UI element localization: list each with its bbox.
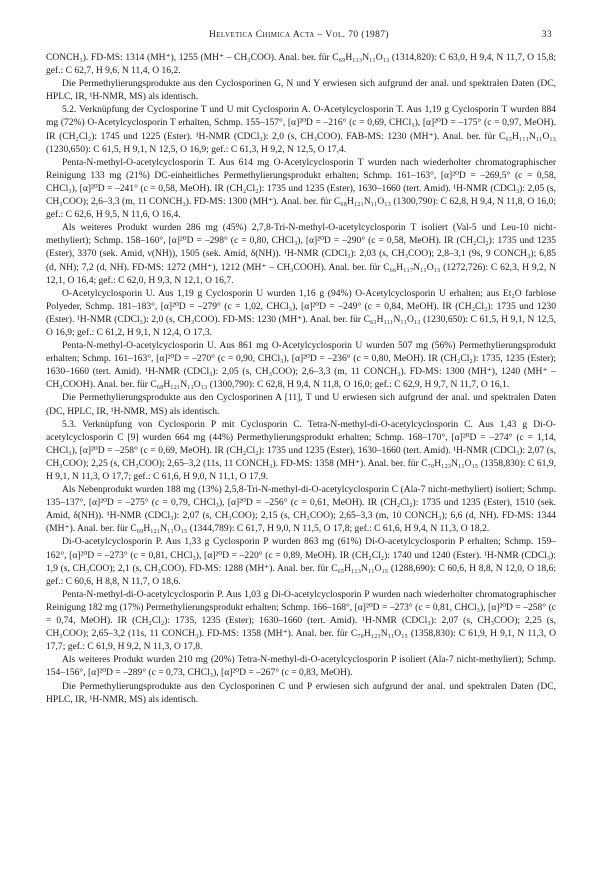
paragraph: Die Permethylierungsprodukte aus den Cyclosporinen C und P erwiesen sich aufgrund der anal. und spektralen Daten (DC, HPLC, IR, ¹H-NMR, MS) als identisch. <box>46 680 556 705</box>
paragraph: Penta-N-methyl-di-O-acetylcyclosporin P. Aus 1,03 g Di-O-acetylcyclosporin P wurden nach wiederholter chromatographischer Reinigung 182 mg (17%) Permethylierungsprodukt erhalten; Schmp. 166–168°, [α]²⁰D = –273° (c = 0,81, CHCl₃), [α]²⁰D = –258° (c = 0,74, MeOH). IR (CH₂Cl₂): 1735, 1235 (Ester); 1630–1660 (tert. Amid). ¹H-NMR (CDCl₃): 2,07 (s, CH₃COO); 2,25 (s, CH₃COO); 2,65–3,2 (11s, 11 CONCH₃). FD-MS: 1358 (MH⁺). Anal. ber. für C₇₀H₁₂₃N₁₁O₁₅ (1358,830): C 61,9, H 9,1, N 11,3, O 17,7; gef.: C 61,9, H 9,2, N 11,3, O 17,8. <box>46 588 556 653</box>
paragraph: Als weiteres Produkt wurden 210 mg (20%) Tetra-N-methyl-di-O-acetylcyclosporin P isoliert (Ala-7 nicht-methyliert); Schmp. 154–156°, [α]²⁰D = –289° (c = 0,73, CHCl₃), [α]²⁰D = –267° (c = 0,83, MeOH). <box>46 654 556 679</box>
paragraph: Die Permethylierungsprodukte aus den Cyclosporinen A [11], T und U erwiesen sich aufgrund der anal. und spektralen Daten (DC, HPLC, IR, ¹H-NMR, MS) als identisch. <box>46 392 556 417</box>
body-text <box>46 51 556 706</box>
paragraph: Di-O-acetylcyclosporin P. Aus 1,33 g Cyclosporin P wurden 863 mg (61%) Di-O-acetylcyclosporin P erhalten; Schmp. 159–162°, [α]²⁰D = –273° (c = 0,81, CHCl₃), [α]²⁰D = –220° (c = 0,89, MeOH). IR (CH₂Cl₂): 1740 und 1240 (Ester). ¹H-NMR (CDCl₃): 1,9 (s, CH₃COO); 2,1 (s, CH₃COO). FD-MS: 1288 (MH⁺). Anal. ber. für C₆₅H₁₁₃N₁₁O₁₅ (1288,690): C 60,6, H 8,8, N 12,0, O 18,6; gef.: C 60,6, H 8,8, N 11,7, O 18,6. <box>46 536 556 587</box>
paragraph: Als Nebenprodukt wurden 188 mg (13%) 2,5,8-Tri-N-methyl-di-O-acetylcyclosporin C (Ala-7 nicht-methyliert) isoliert; Schmp. 135–137°, [α]²⁰D = –275° (c = 0,79, CHCl₃), [α]²⁰D = –256° (c = 0,61, MeOH). IR (CH₂Cl₂): 1735 und 1235 (Ester), 1510 (sek. Amid, δ(NH)). ¹H-NMR (CDCl₃): 2,07 (s, CH₃COO); 2,15 (s, CH₃COO); 2,65–3,3 (m, 10 CONCH₃); 6,6 (d, NH). FD-MS: 1344 (MH⁺). Anal. ber. für C₆₉H₁₂₁N₁₁O₁₅ (1344,789): C 61,7, H 9,0, N 11,5, O 17,8; gef.: C 61,6, H 9,4, N 11,3, O 18,2. <box>46 484 556 535</box>
paragraph: Die Permethylierungsprodukte aus den Cyclosporinen G, N und Y erwiesen sich aufgrund der anal. und spektralen Daten (DC, HPLC, IR, ¹H-NMR, MS) als identisch. <box>46 78 556 103</box>
paragraph: Penta-N-methyl-O-acetylcyclosporin T. Aus 614 mg O-Acetylcyclosporin T wurden nach wiederholter chromatographischer Reinigung 133 mg (21%) DC-einheitliches Permethylierungsprodukt erhalten; Schmp. 161–163°, [α]²⁰D = –269,5° (c = 0,58, CHCl₃), [α]²⁰D = –241° (c = 0,58, MeOH). IR (CH₂Cl₂): 1735 und 1235 (Ester), 1630–1660 (tert. Amid). ¹H-NMR (CDCl₃): 2,05 (s, CH₃COO); 2,6–3,3 (m, 11 CONCH₃). FD-MS: 1300 (MH⁺). Anal. ber. für C₆₈H₁₂₁N₁₁O₁₃ (1300,790): C 62,8, H 9,4, N 11,8, O 16,0; gef.: C 62,6, H 9,5, N 11,6, O 16,4. <box>46 156 556 221</box>
running-header <box>46 30 552 44</box>
paragraph: Penta-N-methyl-O-acetylcyclosporin U. Aus 861 mg O-Acetylcyclosporin U wurden 507 mg (56%) Permethylierungsprodukt erhalten; Schmp. 161–163°, [α]²⁰D = –270° (c = 0,90, CHCl₃), [α]²⁰D = –236° (c = 0,80, MeOH). IR (CH₂Cl₂): 1735, 1235 (Ester); 1630–1660 (tert. Amid). ¹H-NMR (CDCl₃): 2,05 (s, CH₃COO); 2,6–3,3 (m, 11 CONCH₃). FD-MS: 1300 (MH⁺), 1240 (MH⁺ – CH₃COOH). Anal. ber. für C₆₈H₁₂₁N₁₁O₁₃ (1300,790): C 62,8, H 9,4, N 11,8, O 16,0; gef.: C 62,9, H 9,7, N 11,7, O 16,1. <box>46 340 556 391</box>
paragraph: CONCH₃). FD-MS: 1314 (MH⁺), 1255 (MH⁺ – CH₃COO). Anal. ber. für C₆₉H₁₁₃N₁₁O₁₃ (1314,820): C 63,0, H 9,4, N 11,7, O 15,8; gef.: C 62,7, H 9,6, N 11,4, O 16,2. <box>46 52 556 77</box>
paragraph: Als weiteres Produkt wurden 286 mg (45%) 2,7,8-Tri-N-methyl-O-acetylcyclosporin T isoliert (Val-5 und Leu-10 nicht-methyliert); Schmp. 158–160°, [α]²⁰D = –298° (c = 0,80, CHCl₃), [α]²⁰D = –290° (c = 0,58, MeOH). IR (CH₂Cl₂): 1735 und 1235 (Ester), 3370 (sek. Amid, ν(NH)), 1505 (sek. Amid, δ(NH)). ¹H-NMR (CDCl₃): 2,03 (s, CH₃COO); 2,8–3,1 (9s, 9 CONCH₃); 6,85 (d, NH); 7,2 (d, NH). FD-MS: 1272 (MH⁺), 1212 (MH⁺ – CH₃COOH). Anal. ber. für C₆₆H₁₁₇N₁₁O₁₃ (1272,726): C 62,3, H 9,2, N 12,1, O 16,4; gef.: C 62,0, H 9,3, N 12,1, O 16,7. <box>46 222 556 286</box>
journal-title: Helvetica Chimica Acta – Vol. 70 (1987) <box>208 30 390 40</box>
paragraph: O-Acetylcyclosporin U. Aus 1,19 g Cyclosporin U wurden 1,16 g (94%) O-Acetylcyclosporin U erhalten; aus Et₂O farblose Polyeder, Schmp. 181–183°, [α]²⁰D = –279° (c = 1,02, CHCl₃), [α]²⁰D = –249° (c = 0,84, MeOH). IR (CH₂Cl₂): 1735 und 1230 (Ester). ¹H-NMR (CDCl₃): 2,0 (s, CH₃COO). FD-MS: 1230 (MH⁺). Anal. ber. für C₆₃H₁₁₁N₁₁O₁₃ (1230,650): C 61,5, H 9,1, N 12,5, O 16,9; gef.: C 61,2, H 9,1, N 12,4, O 17,3. <box>46 287 556 338</box>
page-number: 33 <box>541 30 552 40</box>
paragraph: 5.3. Verknüpfung von Cyclosporin P mit Cyclosporin C. Tetra-N-methyl-di-O-acetylcyclosporin C. Aus 1,43 g Di-O-acetylcyclosporin C [9] wurden 664 mg (44%) Permethylierungsprodukt erhalten; Schmp. 168–170°, [α]²⁰D = –274° (c = 1,14, CHCl₃), [α]²⁰D = –258° (c = 0,69, MeOH). IR (CH₂Cl₂): 1735 und 1235 (Ester), 1630–1660 (tert. Amid). ¹H-NMR (CDCl₃): 2,07 (s, CH₃COO); 2,25 (s, CH₃COO); 2,65–3,2 (11s, 11 CONCH₃). FD-MS: 1358 (MH⁺). Anal. ber. für C₇₀H₁₂₃N₁₁O₁₅ (1358,830): C 61,9, H 9,1, N 11,3, O 17,7; gef.: C 61,6, H 9,0, N 11,1, O 17,9. <box>46 418 556 482</box>
paragraph: 5.2. Verknüpfung der Cyclosporine T und U mit Cyclosporin A. O-Acetylcyclosporin T. Aus 1,19 g Cyclosporin T wurden 884 mg (72%) O-Acetylcyclosporin T erhalten, Schmp. 155–157°, [α]²⁰D = –216° (c = 0,69, CHCl₃), [α]²⁰D = –175° (c = 0,97, MeOH). IR (CH₂Cl₂): 1745 und 1225 (Ester). ¹H-NMR (CDCl₃): 2,0 (s, CH₃COO). FAB-MS: 1230 (MH⁺). Anal. ber. für C₆₃H₁₁₁N₁₁O₁₃ (1230,650): C 61,5, H 9,1, N 12,5, O 16,9; gef.: C 61,3, H 9,2, N 12,5, O 17,4. <box>46 104 556 155</box>
